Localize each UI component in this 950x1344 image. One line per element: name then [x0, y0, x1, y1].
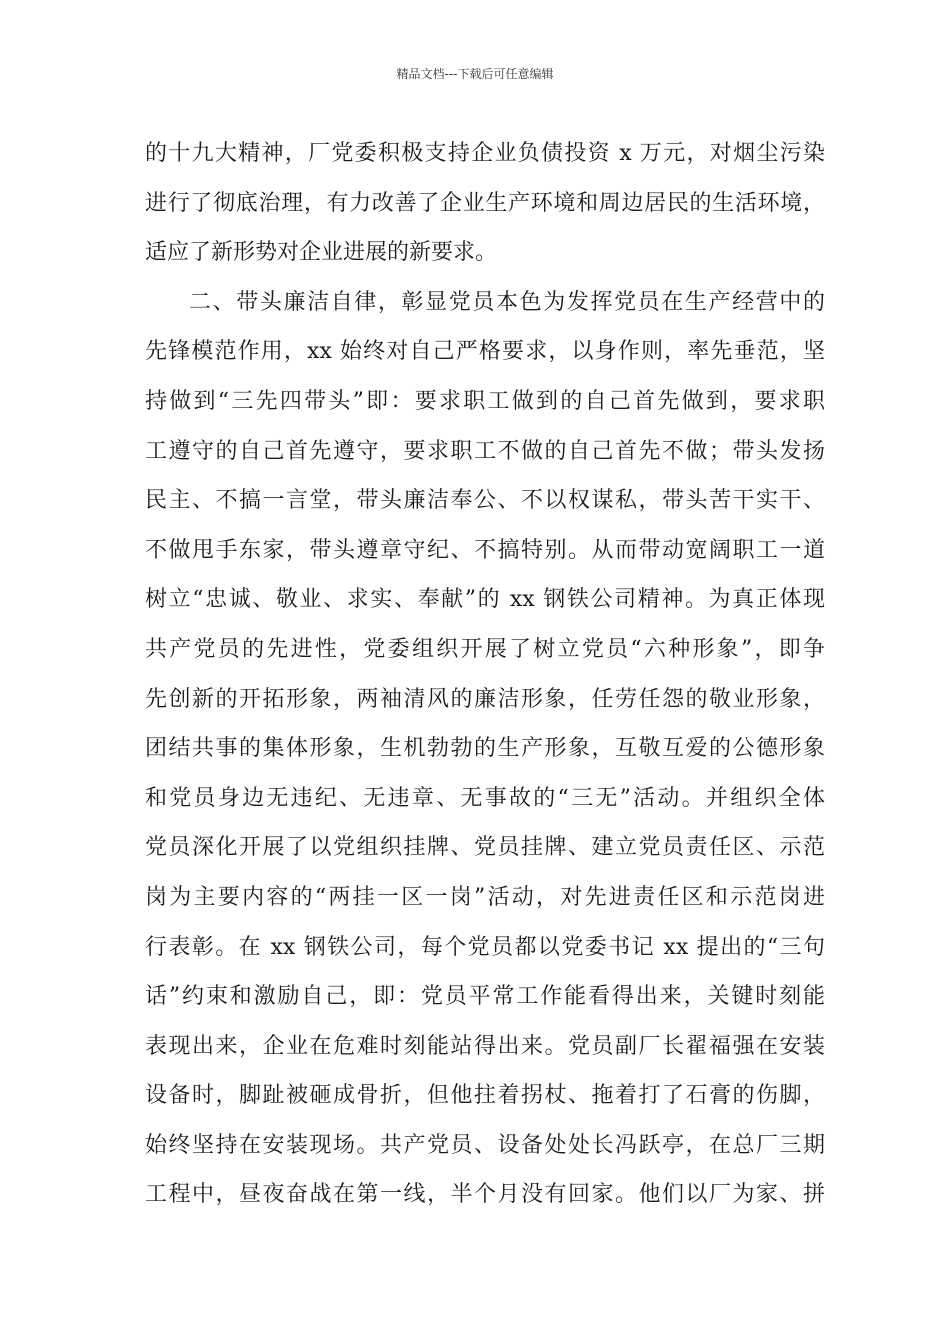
page-header: 精品文档---下载后可任意编辑: [396, 67, 554, 81]
text-line: 党员深化开展了以党组织挂牌、党员挂牌、建立党员责任区、示范: [145, 835, 825, 861]
text-line: 设备时，脚趾被砸成骨折，但他拄着拐杖、拖着打了石膏的伤脚，: [145, 1083, 825, 1109]
text-line: 树立“忠诚、敬业、求实、奉献”的 xx 钢铁公司精神。为真正体现: [145, 587, 826, 613]
text-line: 行表彰。在 xx 钢铁公司，每个党员都以党委书记 xx 提出的“三句: [145, 934, 825, 960]
paragraph-first-line: 二、带头廉洁自律，彰显党员本色为发挥党员在生产经营中的: [189, 289, 825, 315]
text-line: 岗为主要内容的“两挂一区一岗”活动，对先进责任区和示范岗进: [145, 884, 825, 910]
text-line: 工程中，昼夜奋战在第一线，半个月没有回家。他们以厂为家、拼: [145, 1182, 825, 1208]
text-line: 共产党员的先进性，党委组织开展了树立党员“六种形象”，即争: [145, 636, 825, 662]
text-line: 和党员身边无违纪、无违章、无事故的“三无”活动。并组织全体: [145, 785, 825, 811]
text-line: 的十九大精神，厂党委积极支持企业负债投资 x 万元，对烟尘污染: [145, 141, 825, 166]
text-line: 民主、不搞一言堂，带头廉洁奉公、不以权谋私，带头苦干实干、: [145, 488, 825, 514]
text-line: 团结共事的集体形象，生机勃勃的生产形象，互敬互爱的公德形象: [145, 736, 825, 762]
text-line: 表现出来，企业在危难时刻能站得出来。党员副厂长翟福强在安装: [145, 1033, 825, 1059]
text-line: 始终坚持在安装现场。共产党员、设备处处长冯跃亭，在总厂三期: [145, 1132, 825, 1158]
text-line: 工遵守的自己首先遵守，要求职工不做的自己首先不做；带头发扬: [145, 438, 825, 464]
text-line: 话”约束和激励自己，即：党员平常工作能看得出来，关键时刻能: [145, 984, 825, 1010]
text-line: 适应了新形势对企业进展的新要求。: [145, 240, 498, 266]
text-line: 不做甩手东家，带头遵章守纪、不搞特别。从而带动宽阔职工一道: [145, 537, 825, 563]
text-line: 先锋模范作用，xx 始终对自己严格要求，以身作则，率先垂范，坚: [145, 339, 825, 365]
text-line: 进行了彻底治理，有力改善了企业生产环境和周边居民的生活环境，: [145, 190, 825, 216]
text-line: 先创新的开拓形象，两袖清风的廉洁形象，任劳任怨的敬业形象，: [145, 686, 825, 712]
text-line: 持做到“三先四带头”即：要求职工做到的自己首先做到，要求职: [145, 388, 825, 414]
document-body: [145, 132, 825, 1223]
